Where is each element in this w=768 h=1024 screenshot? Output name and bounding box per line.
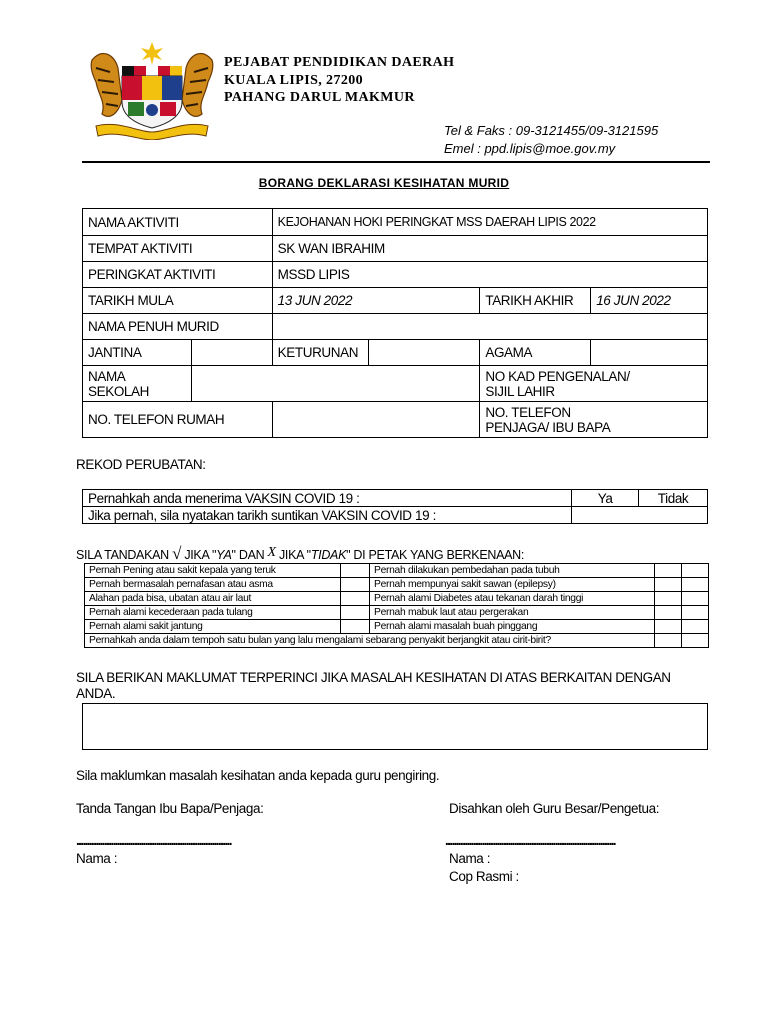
- condition-right-label: Pernah alami masalah buah pinggang: [370, 620, 655, 634]
- instruction-ya: YA: [216, 548, 232, 562]
- kad-pengenalan-label-line-1: NO KAD PENGENALAN/: [485, 368, 630, 384]
- instruction-part2: JIKA ": [184, 548, 217, 562]
- condition-right-checkbox-b[interactable]: [682, 606, 709, 620]
- condition-row-infection: [85, 634, 709, 648]
- instruction-part1: SILA TANDAKAN: [76, 548, 169, 562]
- condition-left-checkbox[interactable]: [341, 564, 370, 578]
- condition-left-checkbox[interactable]: [341, 620, 370, 634]
- condition-left-label: Pernah alami kecederaan pada tulang: [85, 606, 341, 620]
- condition-right-label: Pernah mabuk laut atau pergerakan: [370, 606, 655, 620]
- condition-left-checkbox[interactable]: [341, 592, 370, 606]
- parent-nama-label: Nama :: [76, 851, 118, 866]
- vaccine-table: [82, 489, 708, 524]
- nama-murid-label: NAMA PENUH MURID: [83, 314, 273, 340]
- activity-info-table: [82, 208, 708, 438]
- parent-signature-line[interactable]: ........................................................................: [76, 833, 231, 848]
- condition-left-checkbox[interactable]: [341, 606, 370, 620]
- condition-right-checkbox-b[interactable]: [682, 592, 709, 606]
- instruction-tidak: TIDAK: [310, 548, 347, 562]
- instruction-part5: " DI PETAK YANG BERKENAAN:: [346, 548, 525, 562]
- office-email: Emel : ppd.lipis@moe.gov.my: [444, 141, 616, 156]
- condition-right-label: Pernah mempunyai sakit sawan (epilepsy): [370, 578, 655, 592]
- tel-penjaga-label: [480, 402, 708, 438]
- office-tel: Tel & Faks : 09-3121455/09-3121595: [444, 123, 659, 138]
- parent-signature-label: Tanda Tangan Ibu Bapa/Penjaga:: [76, 801, 264, 816]
- head-nama-label: Nama :: [449, 851, 491, 866]
- condition-infection-checkbox-a[interactable]: [655, 634, 682, 648]
- agama-label: AGAMA: [480, 340, 591, 366]
- office-line-2: KUALA LIPIS, 27200: [224, 73, 364, 88]
- tel-rumah-field[interactable]: [272, 402, 480, 438]
- tel-rumah-label: NO. TELEFON RUMAH: [83, 402, 273, 438]
- condition-left-checkbox[interactable]: [341, 578, 370, 592]
- condition-infection-checkbox-b[interactable]: [682, 634, 709, 648]
- vaccine-tidak-option[interactable]: Tidak: [639, 490, 708, 507]
- condition-row: [85, 592, 709, 606]
- condition-row: [85, 620, 709, 634]
- form-title: BORANG DEKLARASI KESIHATAN MURID: [258, 176, 510, 190]
- condition-right-checkbox-a[interactable]: [655, 606, 682, 620]
- head-signature-line[interactable]: ...............................................................................: [445, 833, 615, 848]
- condition-right-checkbox-a[interactable]: [655, 564, 682, 578]
- jantina-field[interactable]: [191, 340, 272, 366]
- condition-left-label: Pernah Pening atau sakit kepala yang teruk: [85, 564, 341, 578]
- vaccine-question: Pernahkah anda menerima VAKSIN COVID 19 :: [83, 490, 572, 507]
- tarikh-mula-label: TARIKH MULA: [83, 288, 273, 314]
- condition-right-checkbox-b[interactable]: [682, 578, 709, 592]
- condition-left-label: Alahan pada bisa, ubatan atau air laut: [85, 592, 341, 606]
- instruction-part3: " DAN: [231, 548, 265, 562]
- tempat-value[interactable]: SK WAN IBRAHIM: [272, 236, 707, 262]
- notice-text: Sila maklumkan masalah kesihatan anda kepada guru pengiring.: [76, 768, 440, 783]
- tarikh-akhir-label: TARIKH AKHIR: [480, 288, 591, 314]
- vaccine-ya-option[interactable]: Ya: [572, 490, 639, 507]
- x-mark-icon: X: [267, 545, 276, 560]
- cop-rasmi-label: Cop Rasmi :: [449, 869, 519, 884]
- nama-sekolah-label-line-1: NAMA: [88, 368, 126, 384]
- details-prompt-line-1: SILA BERIKAN MAKLUMAT TERPERINCI JIKA MASALAH KESIHATAN DI ATAS BERKAITAN DENGAN: [76, 670, 671, 685]
- vaccine-date-question: Jika pernah, sila nyatakan tarikh suntikan VAKSIN COVID 19 :: [83, 507, 572, 524]
- agama-field[interactable]: [591, 340, 708, 366]
- jantina-label: JANTINA: [83, 340, 192, 366]
- condition-right-checkbox-a[interactable]: [655, 578, 682, 592]
- head-signature-label: Disahkan oleh Guru Besar/Pengetua:: [449, 801, 660, 816]
- keturunan-field[interactable]: [368, 340, 480, 366]
- tarikh-akhir-value[interactable]: 16 JUN 2022: [591, 288, 708, 314]
- keturunan-label: KETURUNAN: [272, 340, 368, 366]
- check-mark-icon: √: [172, 544, 182, 563]
- nama-sekolah-field[interactable]: [191, 366, 479, 402]
- condition-right-checkbox-a[interactable]: [655, 592, 682, 606]
- condition-right-checkbox-b[interactable]: [682, 620, 709, 634]
- vaccine-date-field[interactable]: [572, 507, 708, 524]
- condition-right-checkbox-a[interactable]: [655, 620, 682, 634]
- condition-right-label: Pernah dilakukan pembedahan pada tubuh: [370, 564, 655, 578]
- kad-pengenalan-label-line-2: SIJIL LAHIR: [485, 383, 555, 399]
- nama-murid-field[interactable]: [272, 314, 707, 340]
- details-prompt-line-2: ANDA.: [76, 686, 116, 701]
- office-line-1: PEJABAT PENDIDIKAN DAERAH: [224, 55, 455, 70]
- tempat-label: TEMPAT AKTIVITI: [83, 236, 273, 262]
- office-line-3: PAHANG DARUL MAKMUR: [224, 90, 415, 105]
- nama-aktiviti-label: NAMA AKTIVITI: [83, 209, 273, 236]
- rekod-perubatan-title: REKOD PERUBATAN:: [76, 457, 206, 472]
- nama-sekolah-label: [83, 366, 192, 402]
- condition-left-label: Pernah bermasalah pernafasan atau asma: [85, 578, 341, 592]
- tel-penjaga-label-line-2: PENJAGA/ IBU BAPA: [485, 419, 611, 435]
- condition-row: [85, 578, 709, 592]
- tarikh-mula-value[interactable]: 13 JUN 2022: [272, 288, 480, 314]
- condition-right-checkbox-b[interactable]: [682, 564, 709, 578]
- kad-pengenalan-label: [480, 366, 708, 402]
- tick-instruction: [76, 544, 524, 564]
- conditions-table: [84, 563, 709, 648]
- coat-of-arms-icon: [88, 40, 216, 140]
- peringkat-value[interactable]: MSSD LIPIS: [272, 262, 707, 288]
- condition-right-label: Pernah alami Diabetes atau tekanan darah tinggi: [370, 592, 655, 606]
- instruction-part4: JIKA ": [278, 548, 311, 562]
- header-divider: [82, 161, 710, 163]
- details-textarea[interactable]: [82, 703, 708, 750]
- condition-row: [85, 606, 709, 620]
- tel-penjaga-label-line-1: NO. TELEFON: [485, 404, 571, 420]
- nama-aktiviti-value[interactable]: KEJOHANAN HOKI PERINGKAT MSS DAERAH LIPIS 2022: [272, 209, 707, 236]
- condition-row: [85, 564, 709, 578]
- peringkat-label: PERINGKAT AKTIVITI: [83, 262, 273, 288]
- nama-sekolah-label-line-2: SEKOLAH: [88, 383, 149, 399]
- condition-infection-label: Pernahkah anda dalam tempoh satu bulan yang lalu mengalami sebarang penyakit berjangkit atau cirit-birit?: [85, 634, 655, 648]
- condition-left-label: Pernah alami sakit jantung: [85, 620, 341, 634]
